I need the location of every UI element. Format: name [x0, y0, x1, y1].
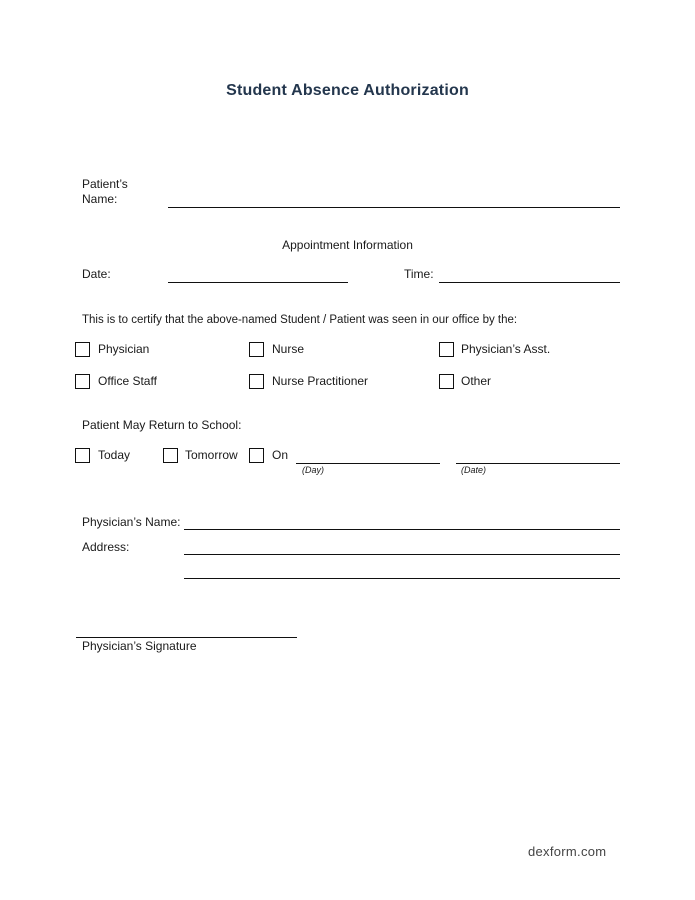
nurse-label: Nurse [272, 342, 305, 356]
time-field[interactable] [439, 282, 620, 283]
today-label: Today [98, 448, 131, 462]
patient-name-label-line1: Patient’s [82, 177, 128, 191]
today-checkbox[interactable] [75, 448, 90, 463]
certify-text: This is to certify that the above-named Student / Patient was seen in our office by the: [82, 314, 518, 326]
footer-brand: dexform.com [528, 844, 607, 859]
address-field-line2[interactable] [184, 578, 620, 579]
physician-label: Physician [98, 342, 150, 356]
tomorrow-checkbox[interactable] [163, 448, 178, 463]
physician-name-label: Physician’s Name: [82, 515, 181, 529]
return-date-field[interactable] [456, 463, 620, 464]
return-day-field[interactable] [296, 463, 440, 464]
nurse-practitioner-label: Nurse Practitioner [272, 374, 369, 388]
tomorrow-label: Tomorrow [185, 448, 238, 462]
time-label: Time: [404, 267, 434, 281]
day-sublabel: (Day) [302, 465, 324, 475]
other-label: Other [461, 374, 492, 388]
signature-label: Physician’s Signature [82, 639, 197, 653]
date-sublabel: (Date) [461, 465, 487, 475]
physicians-asst-label: Physician’s Asst. [461, 342, 551, 356]
date-field[interactable] [168, 282, 348, 283]
physician-checkbox[interactable] [75, 342, 90, 357]
return-label: Patient May Return to School: [82, 418, 242, 432]
nurse-checkbox[interactable] [249, 342, 264, 357]
nurse-practitioner-checkbox[interactable] [249, 374, 264, 389]
date-label: Date: [82, 267, 111, 281]
physicians-asst-checkbox[interactable] [439, 342, 454, 357]
address-field-line1[interactable] [184, 554, 620, 555]
form-title: Student Absence Authorization [226, 82, 469, 99]
on-checkbox[interactable] [249, 448, 264, 463]
appointment-heading: Appointment Information [282, 238, 413, 252]
patient-name-field[interactable] [168, 207, 620, 208]
on-label: On [272, 448, 289, 462]
address-label: Address: [82, 540, 130, 554]
patient-name-label-line2: Name: [82, 192, 118, 206]
other-checkbox[interactable] [439, 374, 454, 389]
physician-name-field[interactable] [184, 529, 620, 530]
signature-field[interactable] [76, 637, 297, 638]
office-staff-label: Office Staff [98, 374, 157, 388]
office-staff-checkbox[interactable] [75, 374, 90, 389]
